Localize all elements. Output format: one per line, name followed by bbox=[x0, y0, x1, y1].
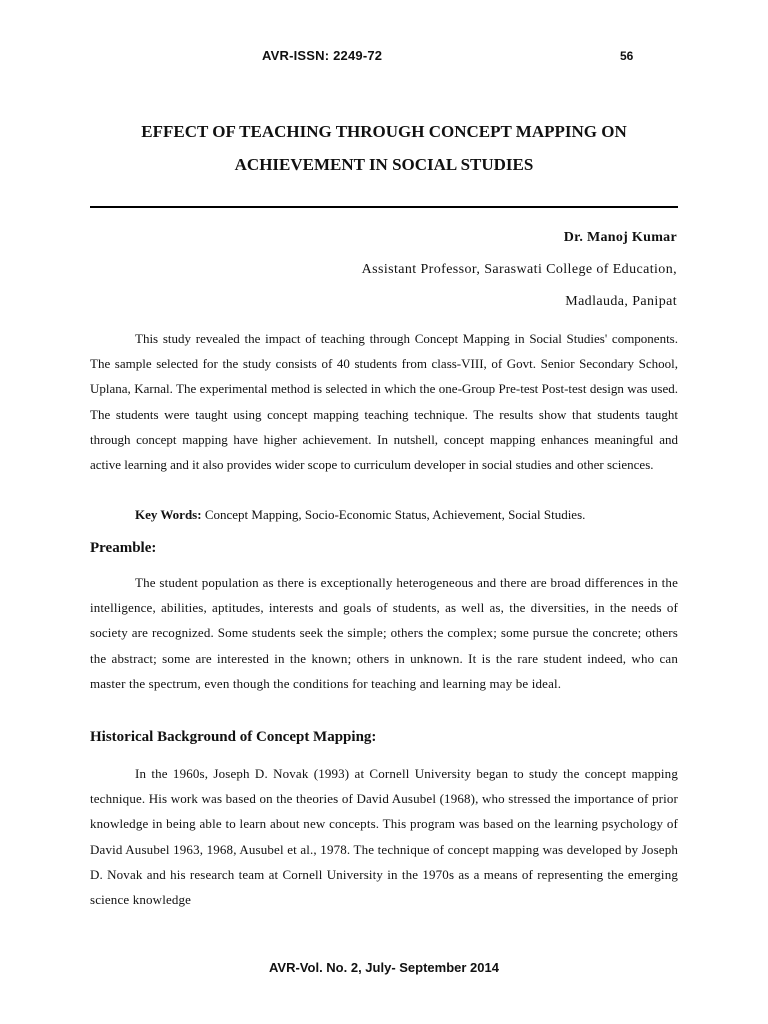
keywords-line bbox=[135, 507, 585, 523]
article-title-line-2: ACHIEVEMENT IN SOCIAL STUDIES bbox=[234, 155, 534, 174]
keywords-text: Concept Mapping, Socio-Economic Status, Achievement, Social Studies. bbox=[204, 507, 586, 522]
page-number: 56 bbox=[620, 49, 634, 63]
keywords-label: Key Words: bbox=[135, 507, 202, 522]
section-body-preamble: The student population as there is exceptionally heterogeneous and there are broad differences in the intelligence, abilities, aptitudes, interests and goals of students, as well as, the diversities, in the needs of society are recognized. Some students seek the simple; others the complex; some pursue the concrete; others the abstract; some are interested in the known; others in unknown. It is the rare student indeed, who can master the spectrum, even though the conditions for teaching and learning may be ideal. bbox=[90, 575, 678, 691]
section-body-historical-background: In the 1960s, Joseph D. Novak (1993) at Cornell University began to study the concept mapping technique. His work was based on the theories of David Ausubel (1968), who stressed the importance of prior knowledge in being able to learn about new concepts. This program was based on the learning psychology of David Ausubel 1963, 1968, Ausubel et al., 1978. The technique of concept mapping was developed by Joseph D. Novak and his research team at Cornell University in the 1970s as a means of representing the emerging science knowledge bbox=[90, 766, 678, 908]
journal-footer: AVR-Vol. No. 2, July- September 2014 bbox=[269, 960, 499, 975]
title-divider bbox=[90, 206, 678, 208]
journal-issn: AVR-ISSN: 2249-72 bbox=[262, 48, 383, 63]
section-heading-preamble: Preamble: bbox=[90, 540, 157, 556]
author-name: Dr. Manoj Kumar bbox=[563, 230, 677, 245]
article-title-line-1: EFFECT OF TEACHING THROUGH CONCEPT MAPPING ON bbox=[141, 122, 627, 141]
author-affiliation-line-1: Assistant Professor, Saraswati College of Education, bbox=[361, 262, 677, 277]
author-affiliation-line-2: Madlauda, Panipat bbox=[565, 294, 677, 309]
section-heading-historical-background: Historical Background of Concept Mapping: bbox=[90, 729, 377, 745]
abstract-paragraph: This study revealed the impact of teaching through Concept Mapping in Social Studies' components. The sample selected for the study consists of 40 students from class-VIII, of Govt. Senior Secondary School, Uplana, Karnal. The experimental method is selected in which the one-Group Pre-test Post-test design was used. The students were taught using concept mapping teaching technique. The results show that students taught through concept mapping have higher achievement. In nutshell, concept mapping enhances meaningful and active learning and it also provides wider scope to curriculum developer in social studies and other sciences. bbox=[90, 331, 678, 473]
